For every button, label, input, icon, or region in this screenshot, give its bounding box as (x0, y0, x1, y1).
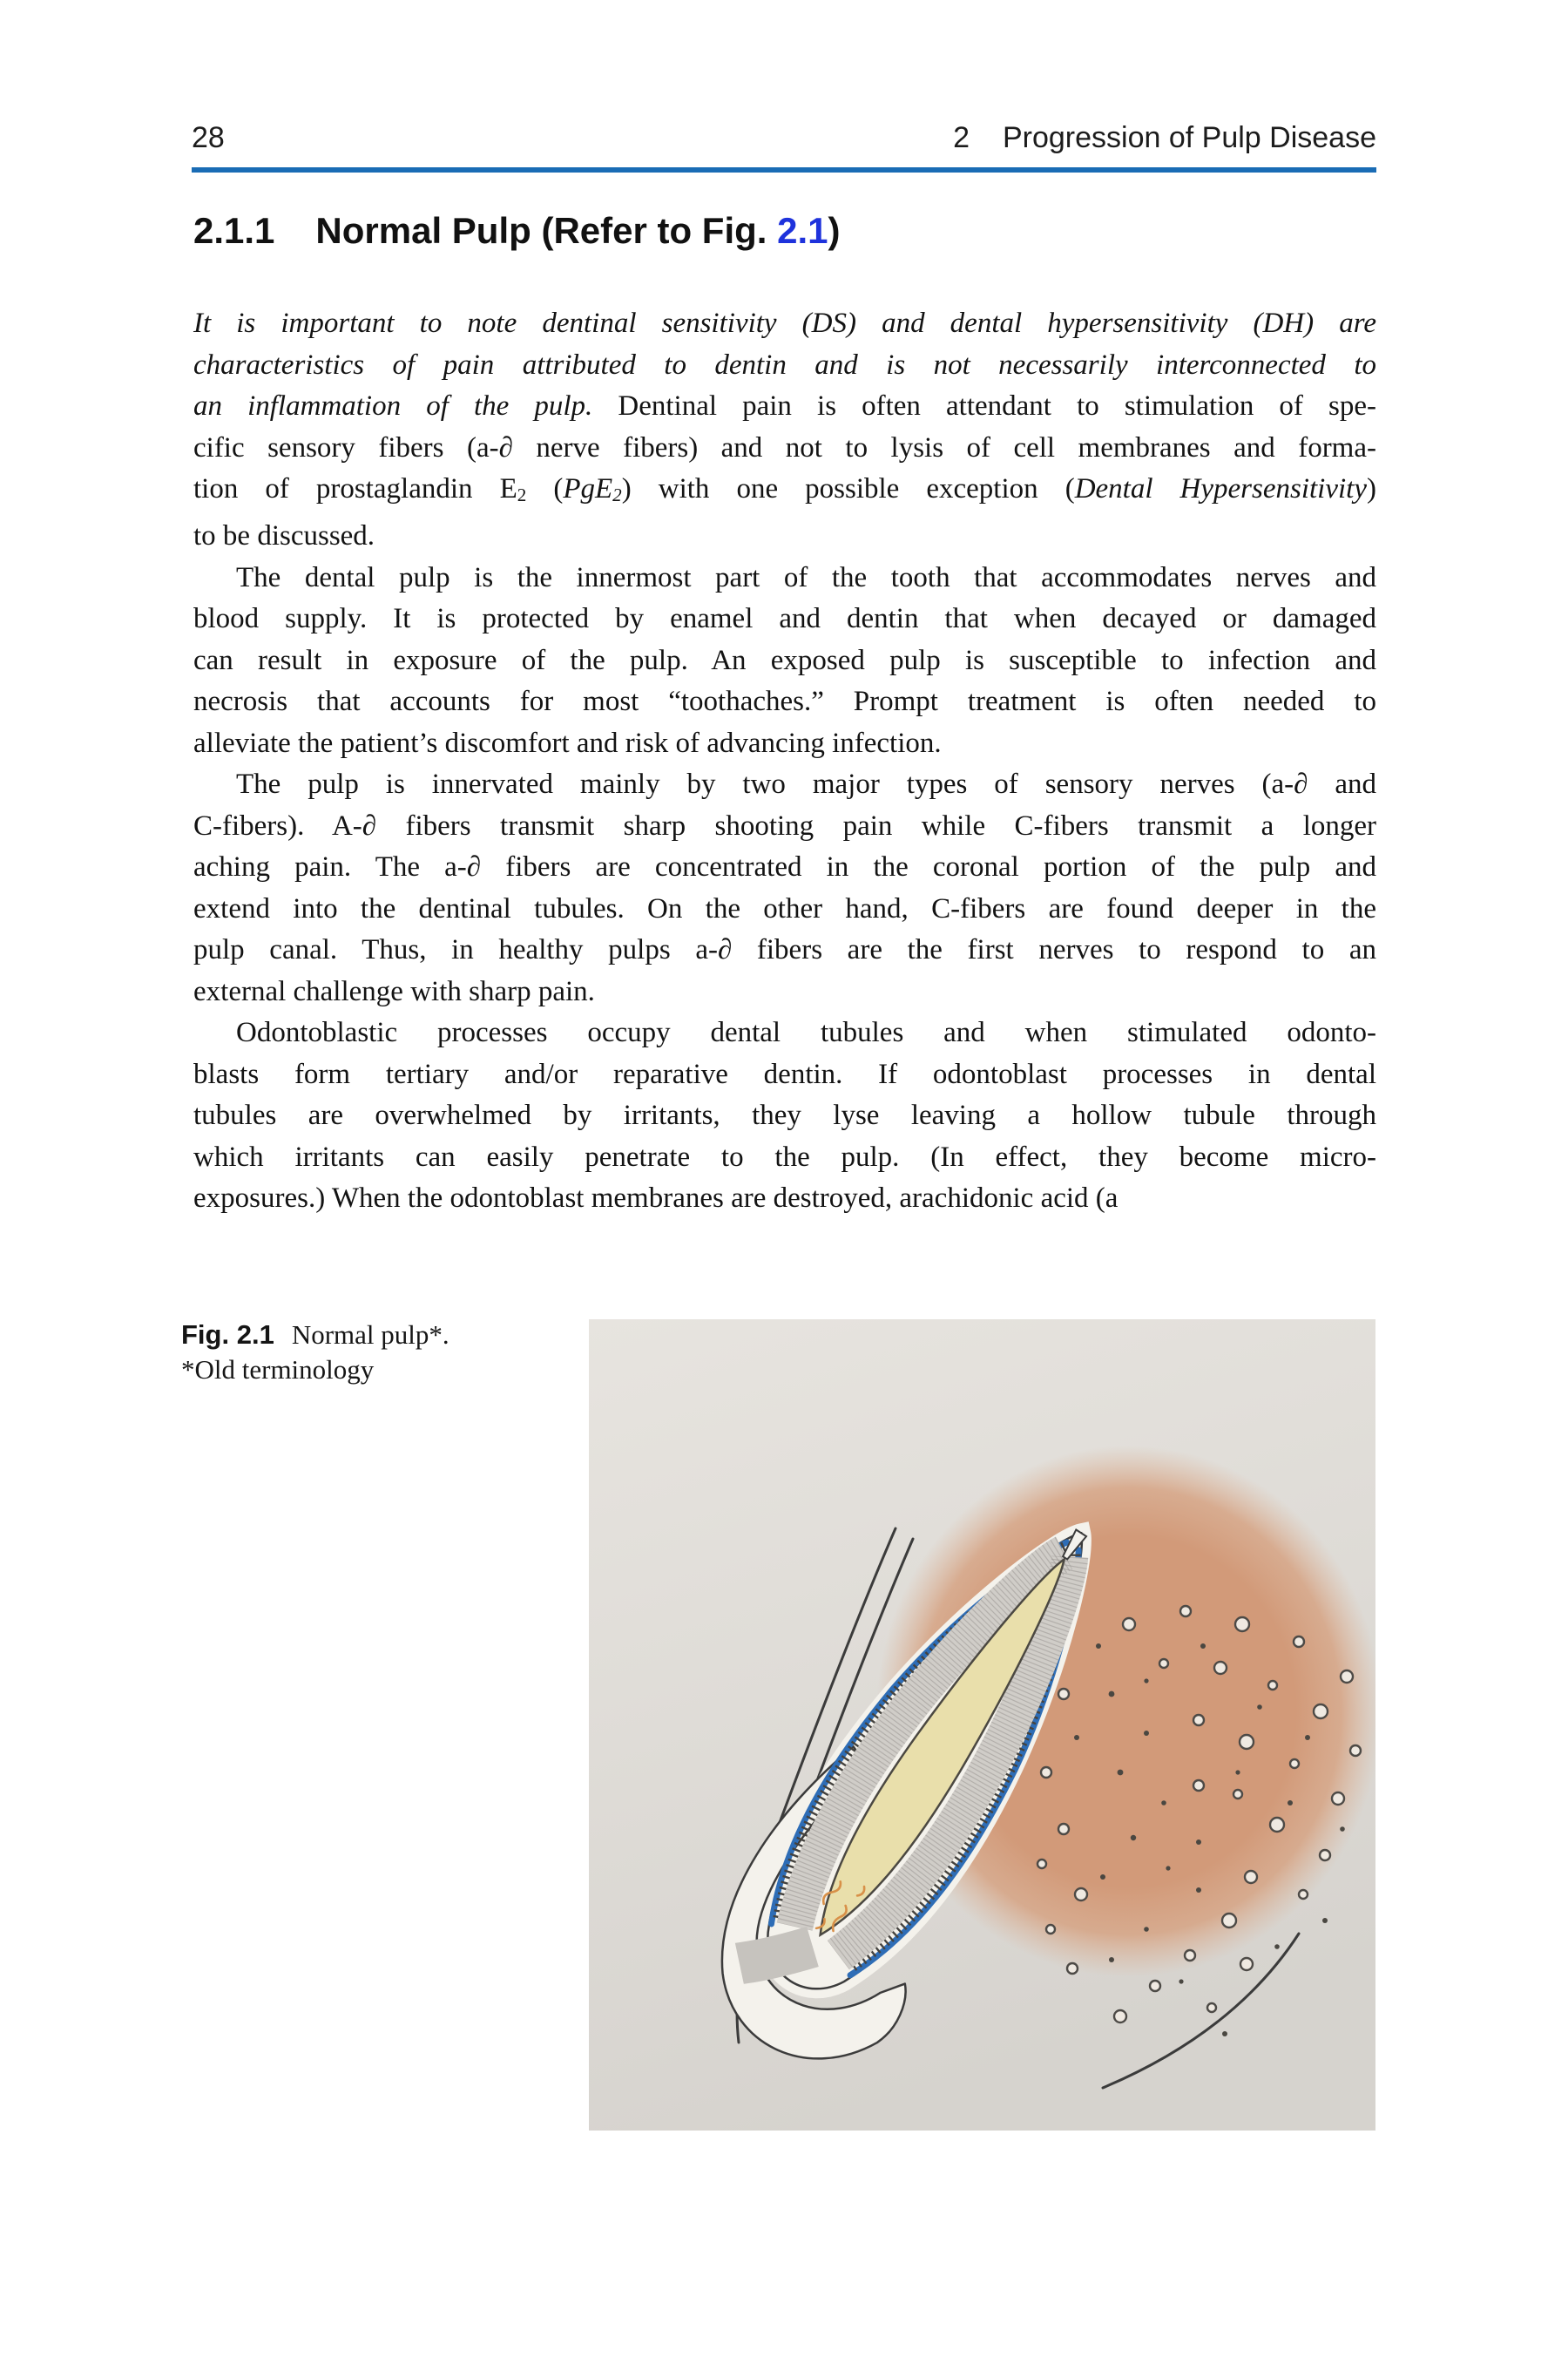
figure-caption-label: Fig. 2.1 (181, 1319, 274, 1350)
body-text (193, 303, 1376, 1220)
chapter-title: Progression of Pulp Disease (1002, 121, 1376, 154)
running-head-right (953, 122, 1376, 153)
text-line: an inflammation of the pulp. Dentinal pain is often attendant to stimulation of spe- (193, 390, 1376, 422)
text-line: to be discussed. (193, 520, 375, 552)
text-line: C-fibers). A-∂ fibers transmit sharp shooting pain while C-fibers transmit a longer (193, 810, 1376, 842)
text-line: pulp canal. Thus, in healthy pulps a-∂ fibers are the first nerves to respond to an (193, 934, 1376, 966)
section-heading (193, 209, 1376, 253)
page-number: 28 (192, 121, 225, 154)
text-line: can result in exposure of the pulp. An exposed pulp is susceptible to infection and (193, 644, 1376, 676)
text-line: Odontoblastic processes occupy dental tubules and when stimulated odonto- (236, 1017, 1376, 1049)
figure-link[interactable]: 2.1 (777, 210, 828, 251)
text-line: which irritants can easily penetrate to the pulp. (In effect, they become micro- (193, 1141, 1376, 1173)
text-line: tion of prostaglandin E2 (PgE2) with one possible exception (Dental Hypersensitivity) (193, 473, 1376, 505)
figure-caption-text: Normal pulp*. (291, 1319, 449, 1350)
section-title (315, 210, 840, 251)
text-line: exposures.) When the odontoblast membranes are destroyed, arachidonic acid (a (193, 1182, 1119, 1215)
text-line: The dental pulp is the innermost part of the tooth that accommodates nerves and (236, 561, 1376, 593)
section-title-close: ) (828, 210, 841, 251)
header-rule (192, 167, 1376, 173)
body-paragraph (193, 1013, 1376, 1220)
text-line: necrosis that accounts for most “toothaches.” Prompt treatment is often needed to (193, 686, 1376, 718)
text-line: blasts form tertiary and/or reparative dentin. If odontoblast processes in dental (193, 1058, 1376, 1090)
text-line: It is important to note dentinal sensitivity (DS) and dental hypersensitivity (DH) are (193, 308, 1376, 339)
text-line: aching pain. The a-∂ fibers are concentrated in the coronal portion of the pulp and (193, 851, 1376, 884)
text-line: extend into the dentinal tubules. On the other hand, C-fibers are found deeper in the (193, 892, 1376, 925)
body-paragraph (193, 558, 1376, 765)
text-line: blood supply. It is protected by enamel and dentin that when decayed or damaged (193, 603, 1376, 635)
text-line: tubules are overwhelmed by irritants, they lyse leaving a hollow tubule through (193, 1100, 1376, 1132)
section-title-text: Normal Pulp (Refer to Fig. (315, 210, 778, 251)
tooth-illustration (589, 1319, 1375, 2131)
section-number: 2.1.1 (193, 210, 275, 251)
body-paragraph (193, 764, 1376, 1013)
text-line: cific sensory fibers (a-∂ nerve fibers) and not to lysis of cell membranes and forma- (193, 431, 1376, 464)
figure-caption (181, 1318, 573, 1387)
chapter-number: 2 (953, 121, 970, 154)
running-head (192, 122, 1376, 153)
body-paragraph (193, 303, 1376, 558)
figure-caption-note: *Old terminology (181, 1354, 375, 1385)
figure-image (589, 1319, 1375, 2131)
text-line: The pulp is innervated mainly by two major types of sensory nerves (a-∂ and (236, 769, 1376, 801)
text-line: characteristics of pain attributed to dentin and is not necessarily interconnected to (193, 349, 1376, 381)
text-line: alleviate the patient’s discomfort and risk of advancing infection. (193, 727, 942, 759)
text-line: external challenge with sharp pain. (193, 975, 595, 1007)
